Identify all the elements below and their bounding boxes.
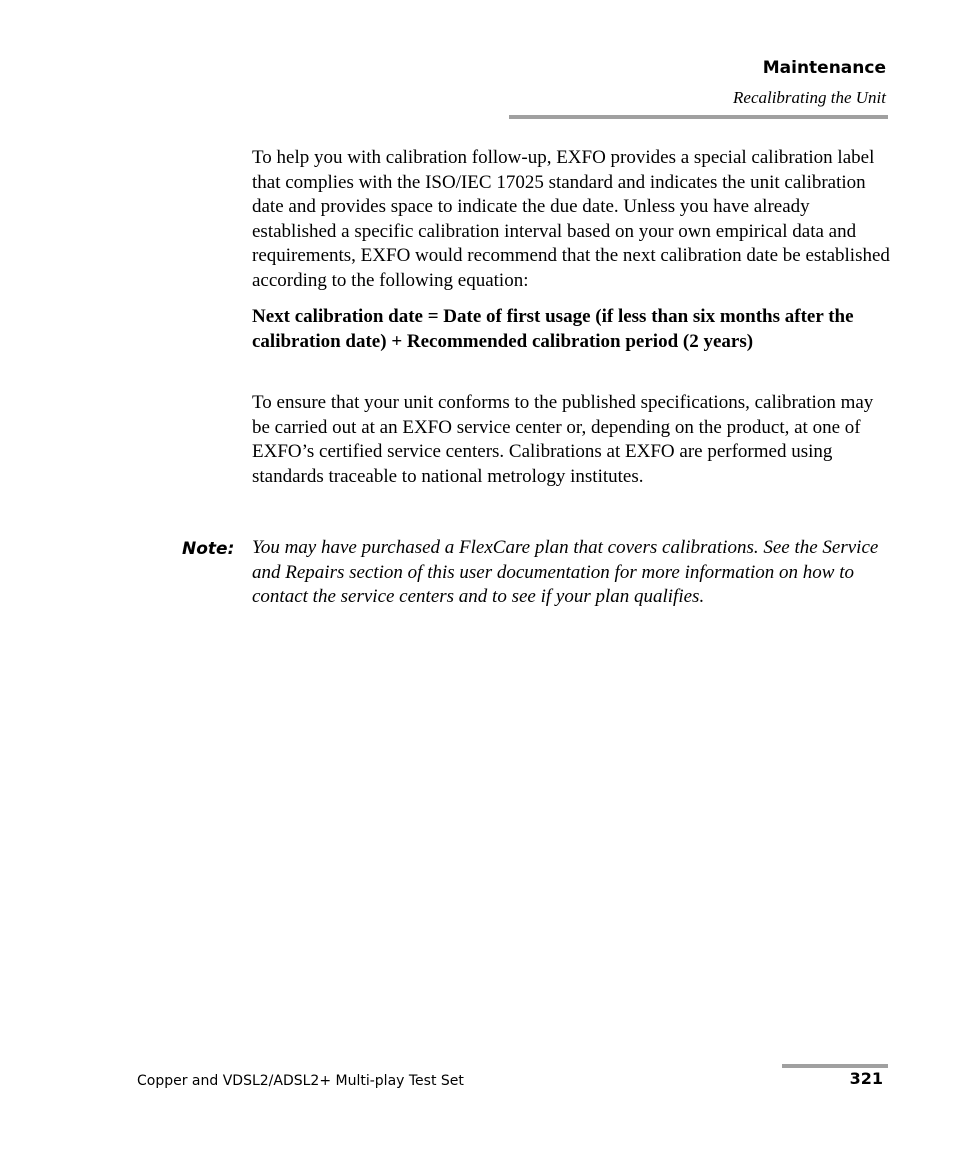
- section-title: Maintenance: [762, 58, 886, 78]
- calibration-service-paragraph: To ensure that your unit conforms to the published specifications, calibration may be carried out at an EXFO service center or, depending on the product, at one of EXFO’s certified service centers. Calibrations at EXFO are performed using standards traceable to national metrology institutes.: [252, 392, 874, 487]
- section-subtitle: Recalibrating the Unit: [733, 88, 886, 107]
- page-number: 321: [849, 1069, 883, 1088]
- header-divider: [509, 115, 888, 119]
- footer-product-name: Copper and VDSL2/ADSL2+ Multi-play Test Set: [137, 1073, 464, 1089]
- calibration-followup-paragraph: To help you with calibration follow-up, EXFO provides a special calibration label that complies with the ISO/IEC 17025 standard and indicates the unit calibration date and provides space to indicate the due date. Unless you have already established a specific calibration interval based on your own empirical data and requirements, EXFO would recommend that the next calibration date be established according to the following equation:: [252, 147, 890, 291]
- note-label: Note:: [182, 539, 235, 559]
- note-text: You may have purchased a FlexCare plan that covers calibrations. See the Service and Repairs section of this user documentation for more information on how to contact the service centers and to see if your plan qualifies.: [252, 537, 879, 608]
- footer-divider: [782, 1064, 888, 1068]
- calibration-date-formula: Next calibration date = Date of first usage (if less than six months after the calibration date) + Recommended calibration period (2 years): [252, 306, 854, 352]
